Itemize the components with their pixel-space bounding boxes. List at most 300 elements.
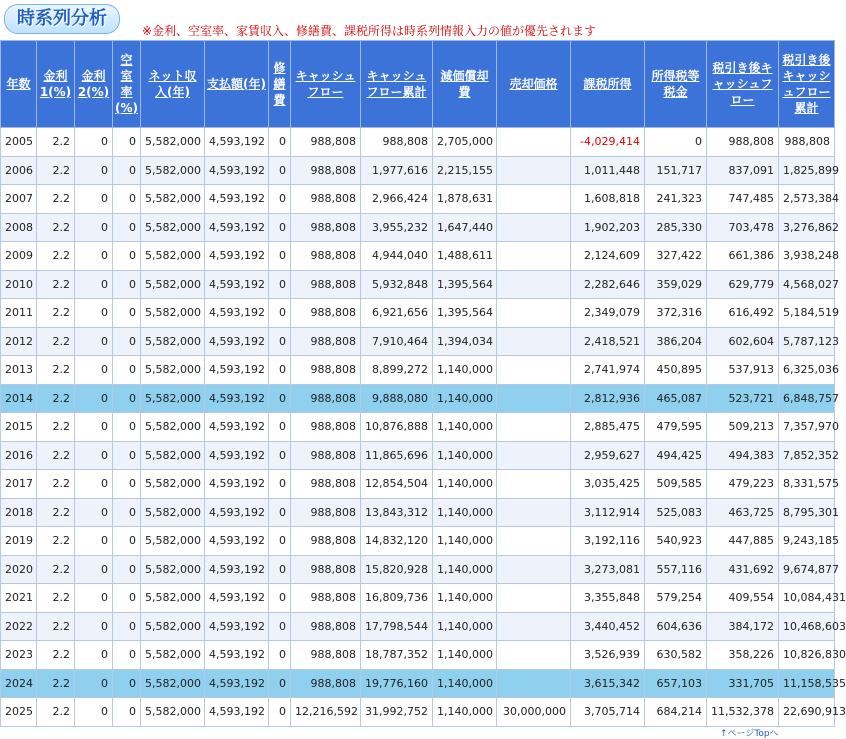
table-cell: 3,615,342 [571,669,645,698]
table-cell: 463,725 [707,498,779,527]
table-cell: 3,938,248 [779,242,835,271]
table-row [1,441,835,470]
table-cell [497,242,571,271]
table-cell: 0 [75,327,113,356]
table-cell: 0 [75,612,113,641]
table-cell: 1,140,000 [433,441,497,470]
table-cell: 657,103 [645,669,707,698]
table-cell: -4,029,414 [571,128,645,157]
table-cell [497,299,571,328]
year-cell: 2014 [1,384,37,413]
table-cell: 5,582,000 [141,698,205,727]
table-cell: 1,140,000 [433,356,497,385]
table-cell: 8,899,272 [361,356,433,385]
table-cell: 523,721 [707,384,779,413]
table-cell: 0 [269,128,291,157]
table-cell: 0 [75,128,113,157]
table-cell: 3,955,232 [361,213,433,242]
table-cell [497,555,571,584]
table-cell: 4,593,192 [205,327,269,356]
table-cell: 450,895 [645,356,707,385]
table-row [1,128,835,157]
year-cell: 2024 [1,669,37,698]
table-cell [497,470,571,499]
table-cell: 5,582,000 [141,527,205,556]
table-cell: 4,593,192 [205,441,269,470]
table-cell: 5,582,000 [141,128,205,157]
table-cell: 5,582,000 [141,584,205,613]
table-row [1,242,835,271]
table-cell: 10,084,431 [779,584,835,613]
table-cell: 988,808 [291,641,361,670]
table-cell: 0 [269,384,291,413]
table-cell: 3,276,862 [779,213,835,242]
table-cell: 988,808 [291,242,361,271]
year-cell: 2015 [1,413,37,442]
table-cell: 557,116 [645,555,707,584]
table-cell: 19,776,160 [361,669,433,698]
table-cell: 988,808 [291,156,361,185]
year-cell: 2021 [1,584,37,613]
table-cell: 0 [269,441,291,470]
table-cell: 9,243,185 [779,527,835,556]
table-cell: 0 [113,669,141,698]
table-cell: 0 [269,698,291,727]
table-cell: 5,582,000 [141,612,205,641]
table-cell: 0 [75,356,113,385]
table-cell: 6,921,656 [361,299,433,328]
table-cell: 988,808 [291,555,361,584]
table-cell: 431,692 [707,555,779,584]
table-cell: 703,478 [707,213,779,242]
table-cell: 22,690,913 [779,698,835,727]
table-cell: 372,316 [645,299,707,328]
table-cell [497,413,571,442]
year-cell: 2022 [1,612,37,641]
table-cell: 409,554 [707,584,779,613]
table-cell: 0 [113,327,141,356]
col-payment[interactable]: 支払額(年) [205,41,269,128]
table-cell: 1,140,000 [433,669,497,698]
table-cell: 386,204 [645,327,707,356]
table-cell: 0 [113,242,141,271]
table-cell: 0 [75,384,113,413]
table-cell: 988,808 [291,498,361,527]
table-cell: 3,112,914 [571,498,645,527]
table-cell: 988,808 [707,128,779,157]
table-cell: 2,705,000 [433,128,497,157]
year-cell: 2005 [1,128,37,157]
col-net-income[interactable]: ネット収入(年) [141,41,205,128]
year-cell: 2009 [1,242,37,271]
back-to-top-link[interactable]: ↑ページTopへ [720,729,779,739]
table-cell: 2.2 [37,441,75,470]
table-cell: 1,140,000 [433,641,497,670]
table-cell: 2,812,936 [571,384,645,413]
table-cell: 12,216,592 [291,698,361,727]
table-cell: 0 [75,299,113,328]
table-cell: 3,440,452 [571,612,645,641]
table-cell: 2.2 [37,584,75,613]
table-cell: 2.2 [37,327,75,356]
table-cell: 509,585 [645,470,707,499]
table-cell: 0 [269,185,291,214]
col-cashflow[interactable]: キャッシュフロー [291,41,361,128]
table-row [1,669,835,698]
table-cell: 7,910,464 [361,327,433,356]
table-cell: 2,885,475 [571,413,645,442]
table-cell: 30,000,000 [497,698,571,727]
table-cell: 579,254 [645,584,707,613]
col-after-tax-cashflow-cumulative[interactable]: 税引き後キャッシュフロー累計 [779,41,835,128]
table-cell: 4,593,192 [205,299,269,328]
col-cashflow-cumulative[interactable]: キャッシュフロー累計 [361,41,433,128]
time-series-table [0,40,846,727]
table-cell [497,527,571,556]
table-cell: 5,582,000 [141,242,205,271]
table-cell [497,185,571,214]
table-cell [497,669,571,698]
table-row [1,356,835,385]
table-cell: 2.2 [37,299,75,328]
table-cell: 0 [113,498,141,527]
table-cell: 285,330 [645,213,707,242]
table-row [1,413,835,442]
table-cell: 661,386 [707,242,779,271]
table-cell: 4,593,192 [205,641,269,670]
table-cell: 4,944,040 [361,242,433,271]
table-cell: 0 [269,270,291,299]
table-cell: 0 [75,498,113,527]
col-repair[interactable]: 修繕費 [269,41,291,128]
table-cell: 537,913 [707,356,779,385]
table-cell: 241,323 [645,185,707,214]
table-cell: 2.2 [37,698,75,727]
table-cell: 5,787,123 [779,327,835,356]
table-cell: 2,282,646 [571,270,645,299]
table-cell: 509,213 [707,413,779,442]
table-cell: 2.2 [37,270,75,299]
table-cell: 5,582,000 [141,185,205,214]
table-cell: 1,140,000 [433,584,497,613]
table-cell: 384,172 [707,612,779,641]
col-taxable-income[interactable]: 課税所得 [571,41,645,128]
table-cell: 7,357,970 [779,413,835,442]
table-cell: 1,608,818 [571,185,645,214]
table-row [1,270,835,299]
table-body [1,128,846,727]
table-cell: 1,011,448 [571,156,645,185]
table-cell: 494,425 [645,441,707,470]
table-cell: 1,488,611 [433,242,497,271]
table-cell: 2.2 [37,156,75,185]
table-cell: 5,582,000 [141,384,205,413]
table-cell: 3,355,848 [571,584,645,613]
table-cell: 494,383 [707,441,779,470]
col-vacancy[interactable]: 空室率(%) [113,41,141,128]
table-cell: 14,832,120 [361,527,433,556]
table-cell: 1,140,000 [433,413,497,442]
table-cell: 0 [269,498,291,527]
table-cell: 988,808 [291,527,361,556]
table-cell: 0 [113,299,141,328]
table-cell: 359,029 [645,270,707,299]
year-cell: 2018 [1,498,37,527]
table-cell: 5,582,000 [141,156,205,185]
year-cell: 2006 [1,156,37,185]
table-cell: 0 [269,612,291,641]
table-cell: 1,902,203 [571,213,645,242]
table-cell: 5,582,000 [141,498,205,527]
table-cell: 988,808 [291,356,361,385]
table-cell: 1,878,631 [433,185,497,214]
table-cell: 16,809,736 [361,584,433,613]
table-cell: 1,140,000 [433,555,497,584]
table-cell: 540,923 [645,527,707,556]
table-cell: 4,593,192 [205,555,269,584]
table-cell: 10,876,888 [361,413,433,442]
table-cell: 1,395,564 [433,270,497,299]
table-header-row [1,41,835,128]
table-cell: 3,273,081 [571,555,645,584]
table-cell: 0 [75,555,113,584]
table-cell: 0 [269,299,291,328]
table-cell: 8,331,575 [779,470,835,499]
table-cell: 4,568,027 [779,270,835,299]
table-cell: 2.2 [37,384,75,413]
year-cell: 2025 [1,698,37,727]
table-cell [497,356,571,385]
year-cell: 2016 [1,441,37,470]
year-cell: 2012 [1,327,37,356]
table-cell: 13,843,312 [361,498,433,527]
table-cell: 988,808 [291,413,361,442]
table-row [1,213,835,242]
table-cell: 5,582,000 [141,213,205,242]
table-cell: 2.2 [37,555,75,584]
table-cell: 0 [75,213,113,242]
table-cell: 358,226 [707,641,779,670]
table-cell: 4,593,192 [205,185,269,214]
table-cell: 4,593,192 [205,698,269,727]
table-cell: 6,848,757 [779,384,835,413]
table-row [1,156,835,185]
priority-notice: ※金利、空室率、家賃収入、修繕費、課税所得は時系列情報入力の値が優先されます [142,24,597,38]
table-row [1,527,835,556]
table-cell: 837,091 [707,156,779,185]
table-cell: 0 [269,327,291,356]
table-cell [497,584,571,613]
year-cell: 2010 [1,270,37,299]
table-cell: 3,192,116 [571,527,645,556]
table-cell: 479,595 [645,413,707,442]
table-cell: 0 [269,555,291,584]
table-cell: 0 [113,213,141,242]
table-cell: 3,035,425 [571,470,645,499]
table-cell [497,327,571,356]
table-cell: 2.2 [37,527,75,556]
table-cell: 1,140,000 [433,498,497,527]
table-cell: 0 [113,698,141,727]
table-cell: 1,140,000 [433,527,497,556]
table-cell: 15,820,928 [361,555,433,584]
table-cell [497,270,571,299]
table-cell: 0 [75,527,113,556]
table-cell: 2.2 [37,128,75,157]
table-cell: 0 [75,242,113,271]
table-cell: 0 [75,156,113,185]
table-cell: 2.2 [37,641,75,670]
table-cell: 5,582,000 [141,555,205,584]
table-cell: 0 [269,584,291,613]
table-cell: 5,582,000 [141,641,205,670]
year-cell: 2020 [1,555,37,584]
table-cell: 17,798,544 [361,612,433,641]
table-cell: 2.2 [37,356,75,385]
table-cell: 2,215,155 [433,156,497,185]
table-cell: 988,808 [291,384,361,413]
table-cell: 4,593,192 [205,669,269,698]
year-cell: 2008 [1,213,37,242]
table-cell: 0 [113,470,141,499]
table-cell: 988,808 [361,128,433,157]
table-cell: 331,705 [707,669,779,698]
table-cell: 5,582,000 [141,356,205,385]
table-cell: 0 [113,641,141,670]
table-cell: 4,593,192 [205,612,269,641]
table-cell: 988,808 [291,185,361,214]
table-cell: 1,977,616 [361,156,433,185]
table-cell: 2.2 [37,242,75,271]
col-sale-price[interactable]: 売却価格 [497,41,571,128]
table-cell: 11,865,696 [361,441,433,470]
table-cell: 2.2 [37,498,75,527]
table-cell: 2,418,521 [571,327,645,356]
col-depreciation[interactable]: 減価償却費 [433,41,497,128]
table-cell [497,213,571,242]
table-cell: 4,593,192 [205,270,269,299]
table-cell: 0 [75,413,113,442]
table-cell [497,498,571,527]
table-cell: 3,526,939 [571,641,645,670]
table-cell: 630,582 [645,641,707,670]
table-cell: 5,932,848 [361,270,433,299]
table-cell: 2.2 [37,213,75,242]
table-cell: 988,808 [291,584,361,613]
table-cell [497,641,571,670]
table-row [1,299,835,328]
table-cell: 1,140,000 [433,612,497,641]
table-cell: 0 [269,527,291,556]
table-cell: 465,087 [645,384,707,413]
table-cell: 2,966,424 [361,185,433,214]
table-row [1,470,835,499]
table-cell: 604,636 [645,612,707,641]
col-year[interactable]: 年数 [1,41,37,128]
table-cell: 4,593,192 [205,213,269,242]
table-cell: 0 [113,584,141,613]
table-cell: 0 [113,356,141,385]
table-cell: 0 [269,413,291,442]
table-cell: 9,674,877 [779,555,835,584]
table-cell: 0 [113,128,141,157]
table-cell [497,156,571,185]
table-cell: 988,808 [291,441,361,470]
table-cell: 6,325,036 [779,356,835,385]
table-cell: 18,787,352 [361,641,433,670]
table-cell: 4,593,192 [205,470,269,499]
table-cell: 12,854,504 [361,470,433,499]
table-cell: 988,808 [291,270,361,299]
page-title: 時系列分析 [4,4,120,34]
table-cell: 2,124,609 [571,242,645,271]
table-cell: 629,779 [707,270,779,299]
table-cell: 327,422 [645,242,707,271]
table-cell: 10,468,603 [779,612,835,641]
table-cell: 0 [75,641,113,670]
table-cell: 2,959,627 [571,441,645,470]
table-row [1,498,835,527]
table-cell: 10,826,830 [779,641,835,670]
table-row [1,584,835,613]
table-cell: 684,214 [645,698,707,727]
table-row [1,698,835,727]
table-cell: 602,604 [707,327,779,356]
table-cell: 31,992,752 [361,698,433,727]
table-cell: 988,808 [291,612,361,641]
table-cell: 616,492 [707,299,779,328]
table-row [1,555,835,584]
table-cell: 0 [269,669,291,698]
table-cell: 0 [113,185,141,214]
table-cell: 0 [113,384,141,413]
table-cell: 11,532,378 [707,698,779,727]
table-cell: 5,582,000 [141,669,205,698]
table-cell: 747,485 [707,185,779,214]
table-cell: 8,795,301 [779,498,835,527]
header-area [0,0,836,40]
table-row [1,384,835,413]
table-cell: 0 [75,441,113,470]
table-cell [497,612,571,641]
table-cell: 7,852,352 [779,441,835,470]
table-cell: 4,593,192 [205,156,269,185]
table-cell: 525,083 [645,498,707,527]
table-cell: 988,808 [291,327,361,356]
table-cell: 2,573,384 [779,185,835,214]
table-cell: 5,582,000 [141,441,205,470]
table-cell: 0 [269,356,291,385]
table-cell: 4,593,192 [205,527,269,556]
table-cell: 0 [113,270,141,299]
col-income-tax[interactable]: 所得税等税金 [645,41,707,128]
table-cell: 5,582,000 [141,270,205,299]
col-after-tax-cashflow[interactable]: 税引き後キャッシュフロー [707,41,779,128]
table-cell: 988,808 [291,213,361,242]
table-cell: 4,593,192 [205,242,269,271]
table-cell [497,441,571,470]
col-rate2[interactable]: 金利2(%) [75,41,113,128]
table-cell: 0 [269,213,291,242]
table-cell: 0 [645,128,707,157]
table-cell: 988,808 [291,128,361,157]
col-rate1[interactable]: 金利1(%) [37,41,75,128]
table-cell: 1,140,000 [433,384,497,413]
table-cell: 2.2 [37,413,75,442]
table-cell: 2.2 [37,470,75,499]
table-cell: 1,395,564 [433,299,497,328]
table-cell: 0 [75,185,113,214]
